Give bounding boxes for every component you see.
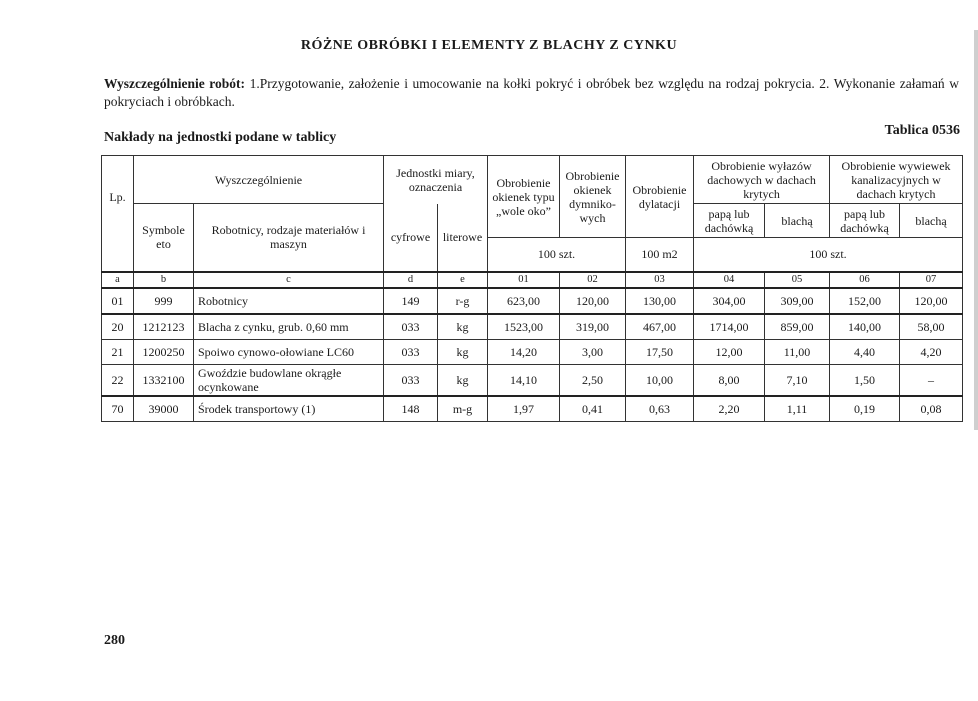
row-value: 309,00	[765, 288, 830, 314]
row-name: Robotnicy	[194, 288, 384, 314]
row-unit-letter: kg	[438, 364, 488, 396]
table-row	[102, 288, 963, 314]
col-letter: 01	[488, 272, 560, 288]
row-name: Gwoździe budowlane okrągłe ocynkowane	[194, 364, 384, 396]
row-name: Środek transportowy (1)	[194, 396, 384, 422]
description-text: 1.Przygotowanie, założenie i umocowanie na kołki pokryć i obróbek bez względu na rodzaj pokrycia. 2. Wykonanie załamań w pokryciach i obróbkach.	[104, 76, 959, 109]
row-value: 14,20	[488, 339, 560, 364]
description-label: Wyszczególnienie robót:	[104, 76, 246, 91]
col-letter: d	[384, 272, 438, 288]
col-letter: a	[102, 272, 134, 288]
row-lp: 21	[102, 339, 134, 364]
row-unit-letter: m-g	[438, 396, 488, 422]
row-value: 1714,00	[694, 314, 765, 340]
col-letter: 06	[830, 272, 900, 288]
header-group-wywiewki: Obrobienie wywiewek kanalizacyjnych w dachach krytych	[830, 156, 963, 204]
row-value: 2,20	[694, 396, 765, 422]
row-value: 10,00	[626, 364, 694, 396]
row-value: 1,97	[488, 396, 560, 422]
row-value: 0,19	[830, 396, 900, 422]
row-value: 17,50	[626, 339, 694, 364]
row-value: 2,50	[560, 364, 626, 396]
row-symbol: 39000	[134, 396, 194, 422]
header-group-wylazy: Obrobienie wyłazów dachowych w dachach krytych	[694, 156, 830, 204]
table-row	[102, 364, 963, 396]
header-wyszczegolnienie: Wyszczególnienie	[134, 156, 384, 204]
table-row	[102, 396, 963, 422]
row-symbol: 999	[134, 288, 194, 314]
header-col02: Obrobienie okienek dymniko-wych	[560, 156, 626, 238]
header-unit-100szt-2: 100 szt.	[694, 238, 963, 272]
row-unit-code: 033	[384, 339, 438, 364]
header-papa-06: papą lub dachówką	[830, 204, 900, 238]
row-unit-letter: kg	[438, 314, 488, 340]
row-value: 14,10	[488, 364, 560, 396]
header-jednostki: Jednostki miary, oznaczenia	[384, 156, 488, 204]
row-value: 1,11	[765, 396, 830, 422]
row-value: 4,20	[900, 339, 963, 364]
row-value: 152,00	[830, 288, 900, 314]
page-title: RÓŻNE OBRÓBKI I ELEMENTY Z BLACHY Z CYNKU	[300, 38, 678, 53]
row-value: 12,00	[694, 339, 765, 364]
row-unit-code: 033	[384, 364, 438, 396]
row-value: 11,00	[765, 339, 830, 364]
binding-shadow	[974, 30, 978, 430]
page-number: 280	[104, 633, 125, 648]
header-lp: Lp.	[102, 156, 134, 238]
header-blacha-07: blachą	[900, 204, 963, 238]
row-unit-code: 148	[384, 396, 438, 422]
row-unit-letter: r-g	[438, 288, 488, 314]
col-letter: 05	[765, 272, 830, 288]
row-value: 0,08	[900, 396, 963, 422]
row-value: 130,00	[626, 288, 694, 314]
header-literowe: literowe	[438, 204, 488, 272]
row-value: 467,00	[626, 314, 694, 340]
naklady-heading: Nakłady na jednostki podane w tablicy	[104, 130, 337, 145]
header-symbole: Symbole eto	[134, 204, 194, 272]
header-col01: Obrobienie okienek typu „wole oko”	[488, 156, 560, 238]
row-value: 3,00	[560, 339, 626, 364]
table-number: Tablica 0536	[884, 123, 960, 138]
row-unit-code: 033	[384, 314, 438, 340]
col-letter: 04	[694, 272, 765, 288]
row-value: 0,41	[560, 396, 626, 422]
row-value: 140,00	[830, 314, 900, 340]
row-unit-letter: kg	[438, 339, 488, 364]
row-value: 1523,00	[488, 314, 560, 340]
works-description	[104, 75, 959, 111]
row-lp: 01	[102, 288, 134, 314]
header-papa-04: papą lub dachówką	[694, 204, 765, 238]
col-letter: 02	[560, 272, 626, 288]
row-value: 120,00	[560, 288, 626, 314]
col-letter: b	[134, 272, 194, 288]
header-unit-100szt: 100 szt.	[488, 238, 626, 272]
row-lp: 20	[102, 314, 134, 340]
col-letter: 07	[900, 272, 963, 288]
header-cyfrowe: cyfrowe	[384, 204, 438, 272]
header-blacha-05: blachą	[765, 204, 830, 238]
row-value: 0,63	[626, 396, 694, 422]
header-col03: Obrobienie dylatacji	[626, 156, 694, 238]
row-value: 859,00	[765, 314, 830, 340]
row-symbol: 1200250	[134, 339, 194, 364]
row-value: 319,00	[560, 314, 626, 340]
col-letter: e	[438, 272, 488, 288]
row-name: Spoiwo cynowo-ołowiane LC60	[194, 339, 384, 364]
row-name: Blacha z cynku, grub. 0,60 mm	[194, 314, 384, 340]
row-symbol: 1212123	[134, 314, 194, 340]
header-robotnicy: Robotnicy, rodzaje materiałów i maszyn	[194, 204, 384, 272]
table-row	[102, 314, 963, 340]
header-lp-empty	[102, 238, 134, 272]
table-row	[102, 339, 963, 364]
col-letter: c	[194, 272, 384, 288]
norms-table	[101, 155, 963, 422]
row-value: 7,10	[765, 364, 830, 396]
row-value: 1,50	[830, 364, 900, 396]
row-value: 58,00	[900, 314, 963, 340]
row-value: 623,00	[488, 288, 560, 314]
row-symbol: 1332100	[134, 364, 194, 396]
row-lp: 70	[102, 396, 134, 422]
row-value: 4,40	[830, 339, 900, 364]
row-lp: 22	[102, 364, 134, 396]
row-value: 8,00	[694, 364, 765, 396]
header-unit-100m2: 100 m2	[626, 238, 694, 272]
col-letter: 03	[626, 272, 694, 288]
row-value: –	[900, 364, 963, 396]
row-value: 120,00	[900, 288, 963, 314]
row-unit-code: 149	[384, 288, 438, 314]
row-value: 304,00	[694, 288, 765, 314]
